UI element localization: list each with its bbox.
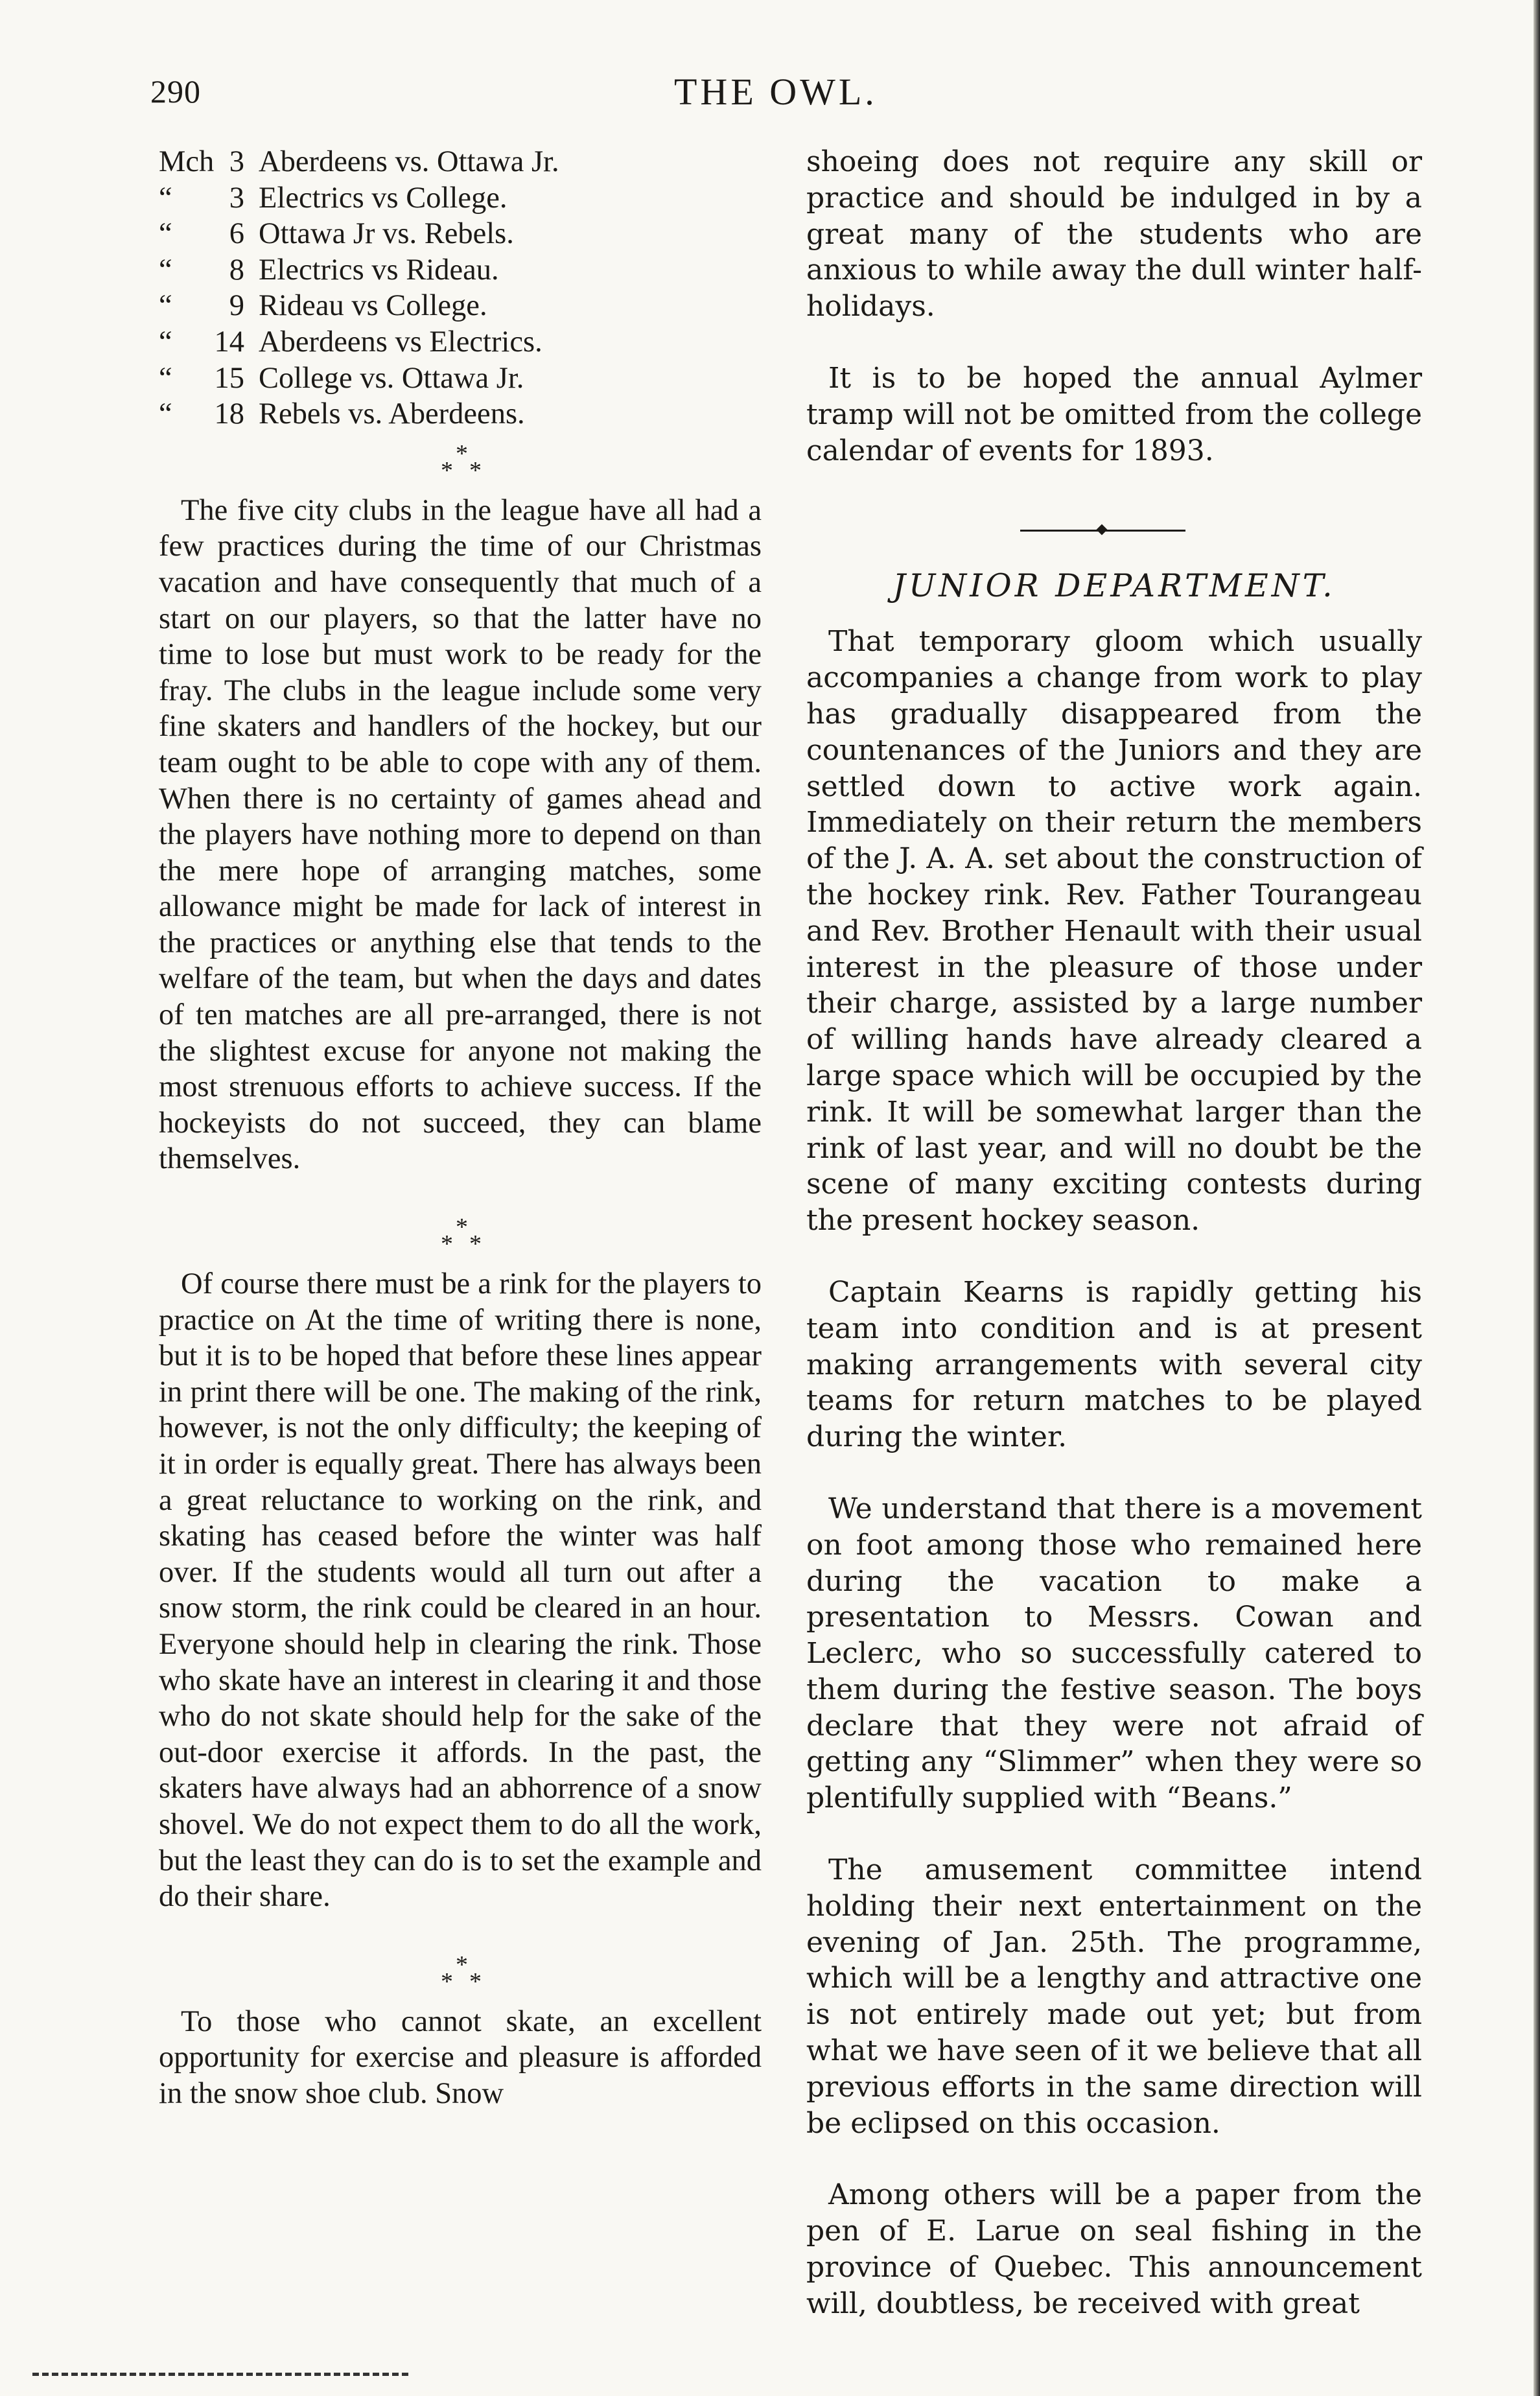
paragraph: To those who cannot skate, an excellent opportunity for exercise and pleasure is afforded in the snow shoe club. Snow <box>159 2004 762 2110</box>
section-heading: JUNIOR DEPARTMENT. <box>892 567 1336 605</box>
paragraph: That temporary gloom which usually accompanies a change from work to play has gradually disappeared from the countenances of the Juniors and they are settled down to active work again. Immediately on their return the members of the J. A. A. set about the construction of the hockey rink. Rev. Father Tourangeau and Rev. Brother Henault with their usual interest in the pleasure of those under their charge, assisted by a large number of willing hands have already cleared a large space which will be occupied by the rink. It will be somewhat larger than the rink of last year, and will no doubt be the scene of many exciting contests during the present hockey season. <box>806 625 1422 1238</box>
asterism-divider: * * * <box>441 1214 482 1258</box>
schedule-row: “ 14 Aberdeens vs Electrics. <box>159 325 542 358</box>
right-column <box>806 144 1422 2358</box>
match-schedule <box>159 144 762 432</box>
paragraph: The five city clubs in the league have all had a few practices during the time of our Christmas vacation and have consequently that much of a start on our players, so that the latter have no time to lose but must work to be ready for the fray. The clubs in the league include some very fine skaters and handlers of the hockey, but our team ought to be able to cope with any of them. When there is no certainty of games ahead and the players have nothing more to depend on than the mere hope of arranging matches, some allowance might be made for lack of interest in the practices or anything else that tends to the welfare of the team, but when the days and dates of ten matches are all pre-arranged, there is not the slightest excuse for anyone not making the most strenuous efforts to achieve success. If the hockeyists do not succeed, they can blame themselves. <box>159 493 762 1176</box>
section-divider <box>806 504 1422 564</box>
asterism-divider: * * * <box>441 440 482 484</box>
schedule-row: Mch 3 Aberdeens vs. Ottawa Jr. <box>159 145 559 178</box>
left-column <box>159 144 762 2141</box>
paragraph: Captain Kearns is rapidly getting his team into condition and is at present making arrangements with several city teams for return matches to be played during the winter. <box>806 1275 1422 1454</box>
paragraph: It is to be hoped the annual Aylmer tramp will not be omitted from the college calendar of events for 1893. <box>806 361 1422 467</box>
schedule-row: “ 18 Rebels vs. Aberdeens. <box>159 397 525 431</box>
paragraph: The amusement committee intend holding their next entertainment on the evening of Jan. 25th. The programme, which will be a lengthy and attractive one is not entirely made out yet; but from what we have seen of it we believe that all previous efforts in the same direction will be eclipsed on this occasion. <box>806 1853 1422 2140</box>
schedule-row: “ 3 Electrics vs College. <box>159 181 508 215</box>
page-edge-shadow <box>1534 0 1540 2396</box>
schedule-row: “ 9 Rideau vs College. <box>159 289 487 323</box>
running-head: THE OWL. <box>674 71 878 113</box>
schedule-row: “ 8 Electrics vs Rideau. <box>159 253 499 287</box>
schedule-row: “ 15 College vs. Ottawa Jr. <box>159 361 524 395</box>
page-number: 290 <box>150 73 201 110</box>
paragraph: shoeing does not require any skill or practice and should be indulged in by a great many of the students who are anxious to while away the dull winter half-holidays. <box>806 145 1422 323</box>
paragraph: Of course there must be a rink for the players to practice on At the time of writing there is none, but it is to be hoped that before these lines appear in print there will be one. The making of the rink, however, is not the only difficulty; the keeping of it in order is equally great. There has always been a great reluctance to working on the rink, and skating has ceased before the winter was half over. If the students would all turn out after a snow storm, the rink could be cleared in an hour. Everyone should help in clearing the rink. Those who skate have an interest in clearing it and those who do not skate should help for the sake of the out-door exercise it affords. In the past, the skaters have always had an abhorrence of a snow shovel. We do not expect them to do all the work, but the least they can do is to set the example and do their share. <box>159 1267 762 1914</box>
paragraph: Among others will be a paper from the pen of E. Larue on seal fishing in the province of Quebec. This announcement will, doubtless, be received with great <box>806 2178 1422 2320</box>
bottom-rule <box>32 2373 408 2376</box>
paragraph: We understand that there is a movement on foot among those who remained here during the vacation to make a presentation to Messrs. Cowan and Leclerc, who so successfully catered to them during the festive season. The boys declare that they were not afraid of getting any “Slimmer” when they were so plentifully supplied with “Beans.” <box>806 1492 1422 1815</box>
asterism-divider: * * * <box>441 1951 482 1995</box>
schedule-row: “ 6 Ottawa Jr vs. Rebels. <box>159 217 514 251</box>
